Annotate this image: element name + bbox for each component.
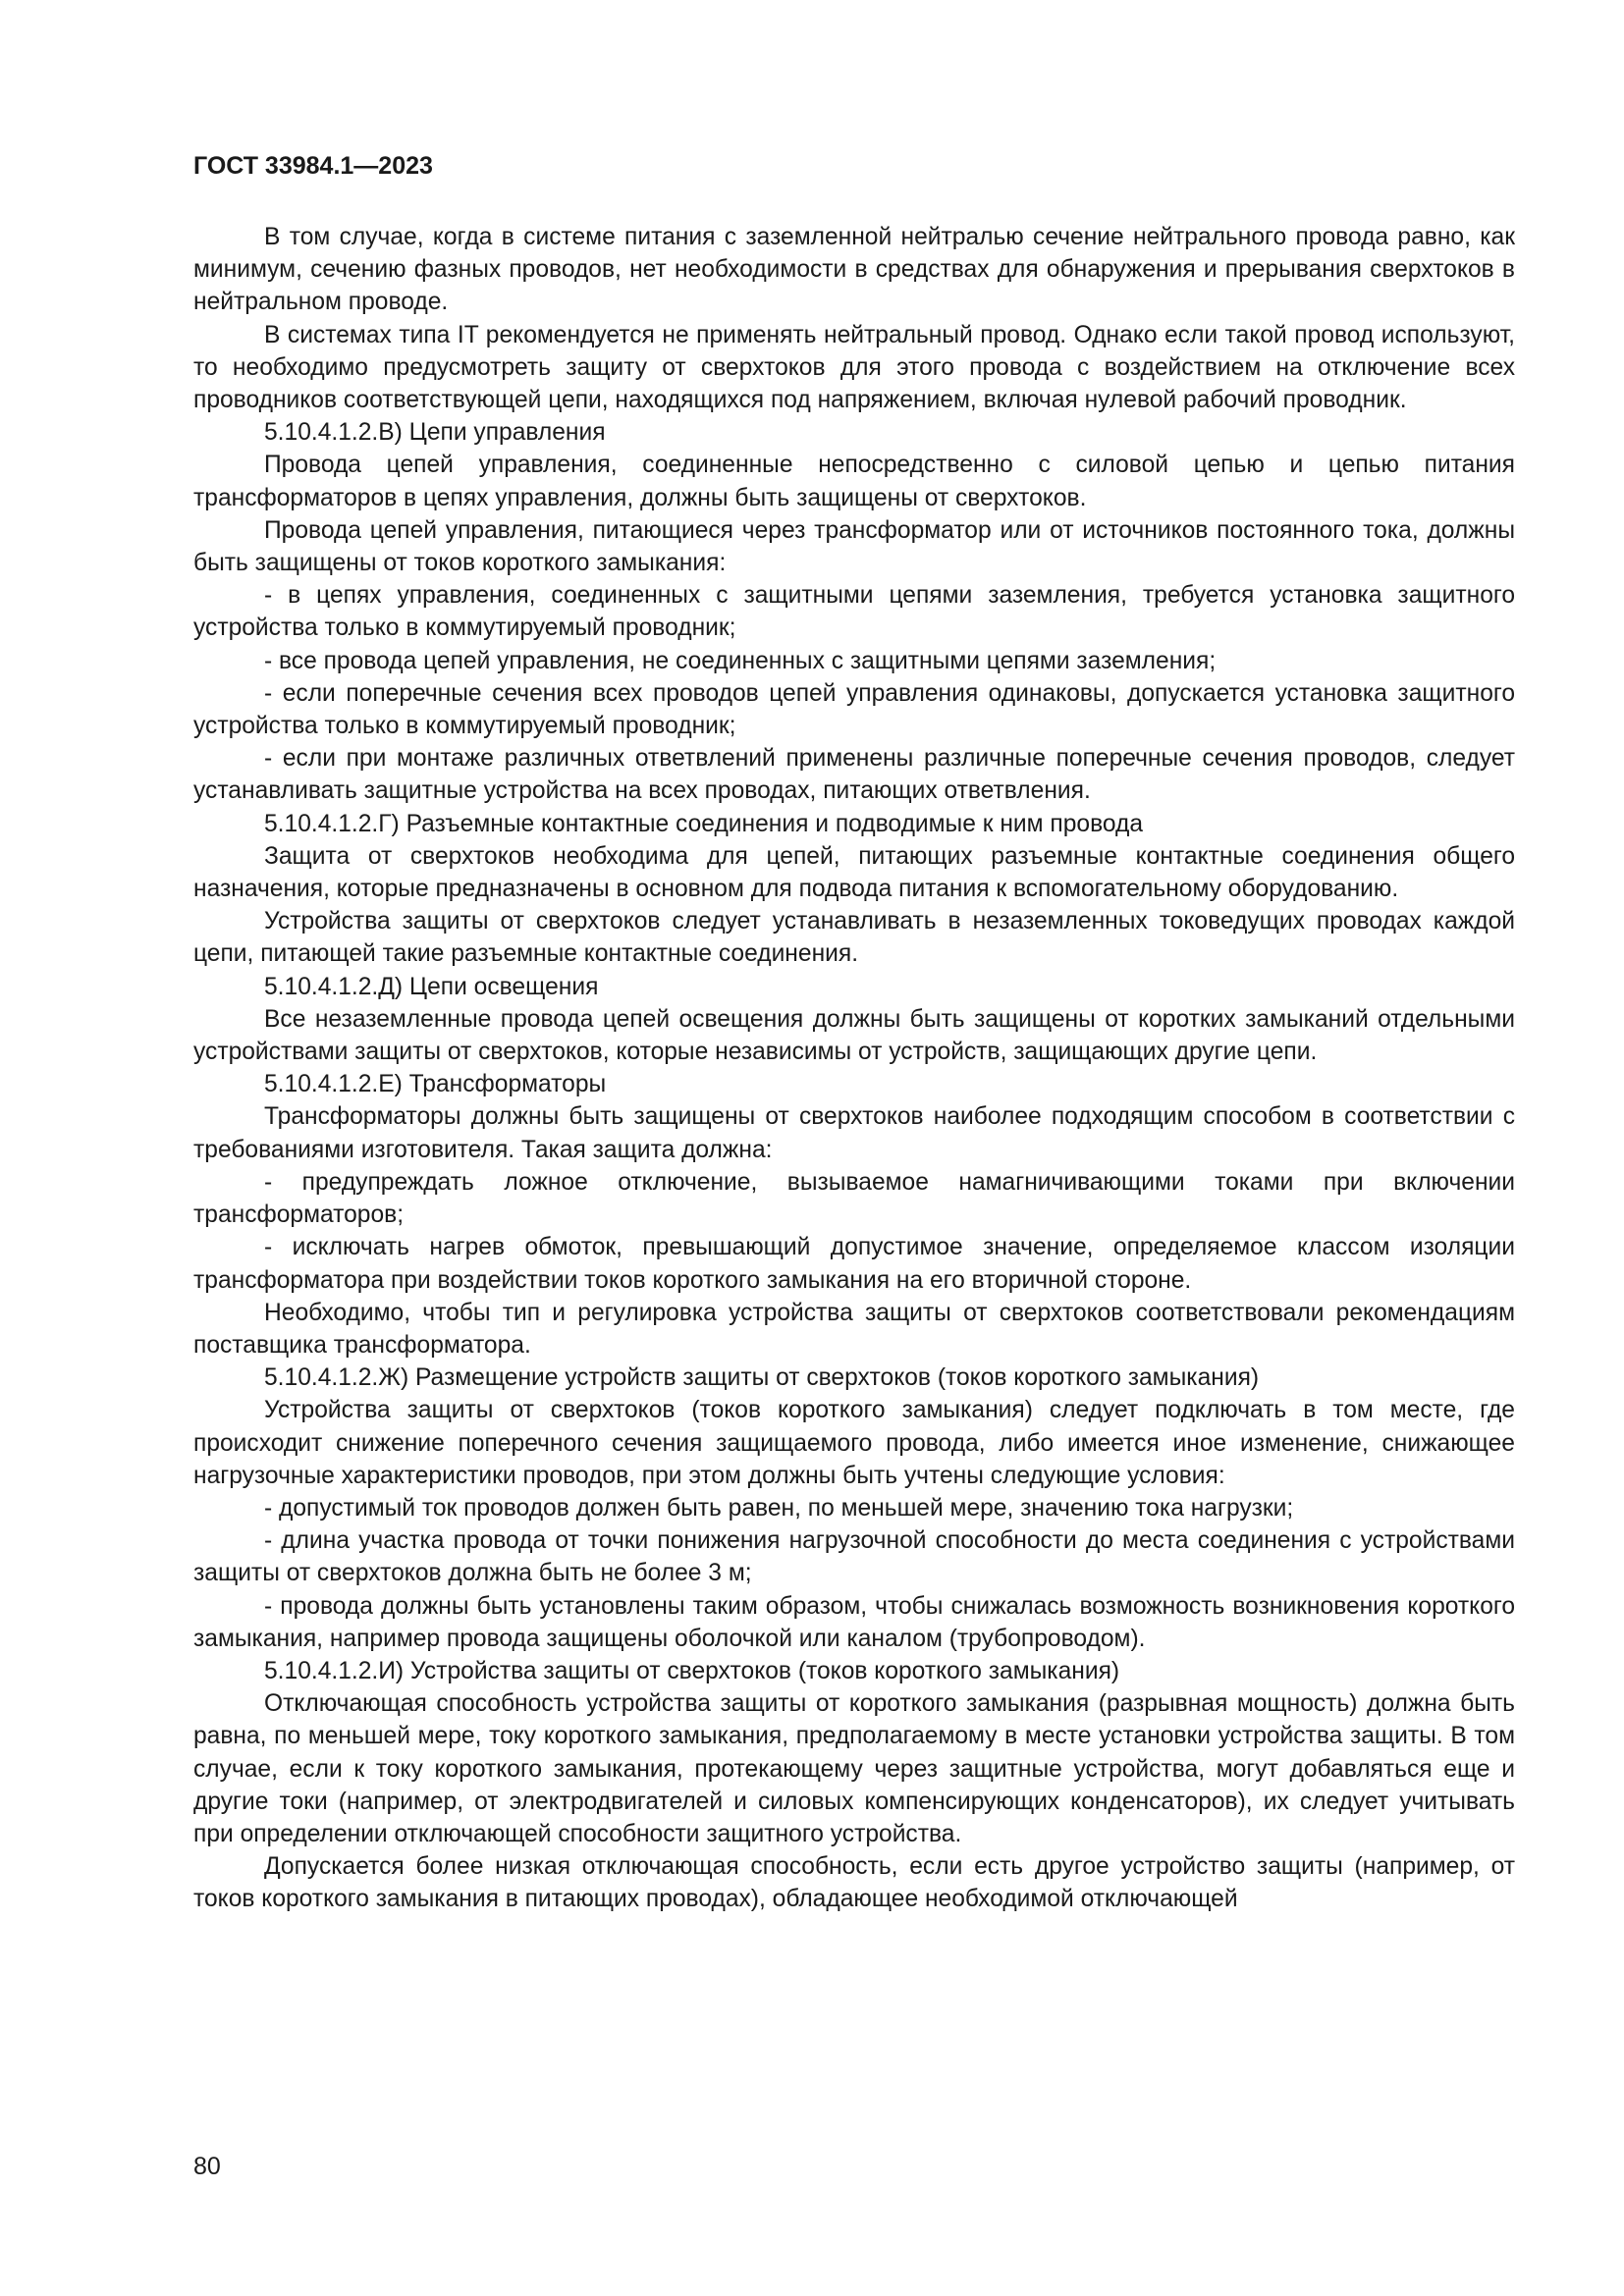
paragraph: Устройства защиты от сверхтоков следует устанавливать в незаземленных токоведущих проводах каждой цепи, питающей такие разъемные контактные соединения. <box>193 908 1515 968</box>
list-item: - если поперечные сечения всех проводов цепей управления одинаковы, допускается установка защитного устройства только в коммутируемый проводник; <box>193 679 1515 740</box>
list-item: - исключать нагрев обмоток, превышающий допустимое значение, определяемое классом изоляции трансформатора при воздействии токов короткого замыкания на его вторичной стороне. <box>193 1234 1515 1294</box>
paragraph: Провода цепей управления, соединенные непосредственно с силовой цепью и цепью питания трансформаторов в цепях управления, должны быть защищены от сверхтоков. <box>193 452 1515 511</box>
section-heading: 5.10.4.1.2.В) Цепи управления <box>264 419 606 447</box>
section-heading: 5.10.4.1.2.И) Устройства защиты от сверхтоков (токов короткого замыкания) <box>264 1657 1120 1684</box>
paragraph: Отключающая способность устройства защиты от короткого замыкания (разрывная мощность) должна быть равна, по меньшей мере, току короткого замыкания, предполагаемому в месте установки устройства защиты. В том случае, если к току короткого замыкания, протекающему через защитные устройства, могут добавляться еще и другие токи (например, от электродвигателей и силовых компенсирующих конденсаторов), их следует учитывать при определении отключающей способности защитного устройства. <box>193 1690 1515 1847</box>
paragraph: Защита от сверхтоков необходима для цепей, питающих разъемные контактные соединения общего назначения, которые предназначены в основном для подвода питания к вспомогательному оборудованию. <box>193 842 1515 903</box>
list-item: - в цепях управления, соединенных с защитными цепями заземления, требуется установка защитного устройства только в коммутируемый проводник; <box>193 582 1515 642</box>
section-heading: 5.10.4.1.2.Ж) Размещение устройств защиты от сверхтоков (токов короткого замыкания) <box>264 1364 1260 1392</box>
list-item: - предупреждать ложное отключение, вызываемое намагничивающими токами при включении трансформаторов; <box>193 1168 1515 1229</box>
section-heading: 5.10.4.1.2.Е) Трансформаторы <box>264 1071 607 1098</box>
list-item: - если при монтаже различных ответвлений применены различные поперечные сечения проводов, следует устанавливать защитные устройства на всех проводах, питающих ответвления. <box>193 745 1515 805</box>
document-body <box>193 221 1515 1916</box>
list-item: - допустимый ток проводов должен быть равен, по меньшей мере, значению тока нагрузки; <box>264 1494 1294 1522</box>
list-item: - все провода цепей управления, не соединенных с защитными цепями заземления; <box>264 647 1217 674</box>
paragraph: Провода цепей управления, питающиеся через трансформатор или от источников постоянного тока, должны быть защищены от токов короткого замыкания: <box>193 516 1515 577</box>
paragraph: Необходимо, чтобы тип и регулировка устройства защиты от сверхтоков соответствовали рекомендациям поставщика трансформатора. <box>193 1299 1515 1359</box>
section-heading: 5.10.4.1.2.Д) Цепи освещения <box>264 973 599 1000</box>
paragraph: Все незаземленные провода цепей освещения должны быть защищены от коротких замыканий отдельными устройствами защиты от сверхтоков, которые независимы от устройств, защищающих другие цепи. <box>193 1005 1515 1066</box>
paragraph: Устройства защиты от сверхтоков (токов короткого замыкания) следует подключать в том месте, где происходит снижение поперечного сечения защищаемого провода, либо имеется иное изменение, снижающее нагрузочные характеристики проводов, при этом должны быть учтены следующие условия: <box>193 1397 1515 1489</box>
page-number: 80 <box>193 2153 221 2180</box>
list-item: - длина участка провода от точки понижения нагрузочной способности до места соединения с устройствами защиты от сверхтоков должна быть не более 3 м; <box>193 1527 1515 1587</box>
paragraph: В системах типа IT рекомендуется не применять нейтральный провод. Однако если такой провод используют, то необходимо предусмотреть защиту от сверхтоков для этого провода с воздействием на отключение всех проводников соответствующей цепи, находящихся под напряжением, включая нулевой рабочий проводник. <box>193 321 1515 414</box>
paragraph: В том случае, когда в системе питания с заземленной нейтралью сечение нейтрального провода равно, как минимум, сечению фазных проводов, нет необходимости в средствах для обнаружения и прерывания сверхтоков в нейтральном проводе. <box>193 224 1515 316</box>
section-heading: 5.10.4.1.2.Г) Разъемные контактные соединения и подводимые к ним провода <box>264 810 1144 837</box>
paragraph: Трансформаторы должны быть защищены от сверхтоков наиболее подходящим способом в соответствии с требованиями изготовителя. Такая защита должна: <box>193 1103 1515 1163</box>
page-header-standard-id: ГОСТ 33984.1—2023 <box>193 152 433 180</box>
list-item: - провода должны быть установлены таким образом, чтобы снижалась возможность возникновения короткого замыкания, например провода защищены оболочкой или каналом (трубопроводом). <box>193 1592 1515 1652</box>
paragraph: Допускается более низкая отключающая способность, если есть другое устройство защиты (например, от токов короткого замыкания в питающих проводах), обладающее необходимой отключающей <box>193 1853 1515 1913</box>
